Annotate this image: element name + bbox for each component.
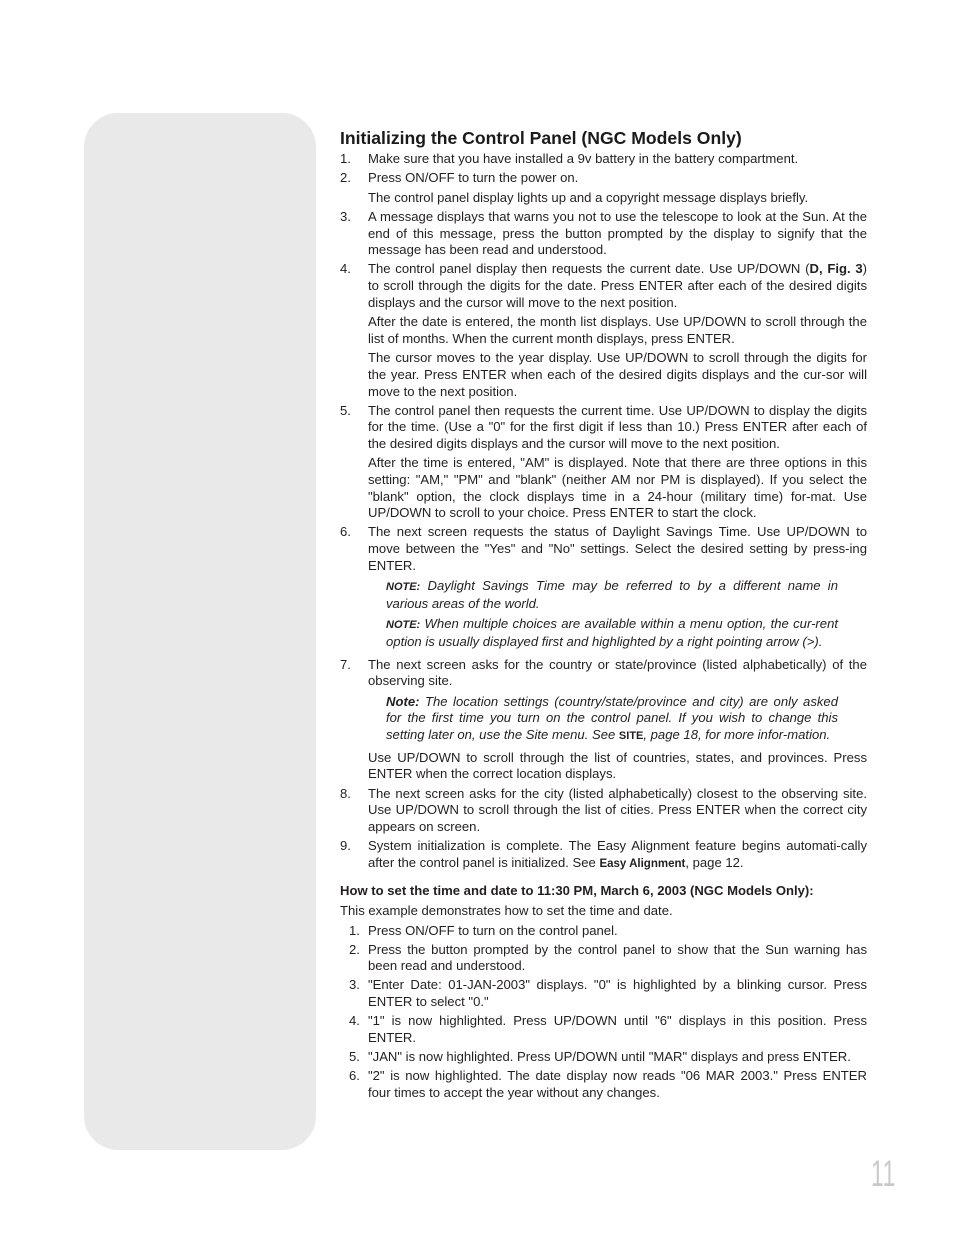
- list-number: 5.: [349, 1049, 360, 1065]
- note-text: The location settings (country/state/province and city) are only asked for the first time you turn on the control panel. If you wish to change this setting later on, use the Site menu. See: [386, 693, 838, 742]
- list-number: 4.: [349, 1013, 360, 1029]
- list-text: [368, 261, 867, 311]
- list-number: 6.: [349, 1068, 360, 1084]
- step-7-continuation: Use UP/DOWN to scroll through the list of countries, states, and provinces. Press ENTER when the correct location displays.: [368, 749, 867, 782]
- page-title: Initializing the Control Panel (NGC Models Only): [340, 128, 742, 148]
- list-text: The control panel display lights up and a copyright message displays briefly.: [368, 189, 809, 205]
- list-text: After the date is entered, the month list displays. Use UP/DOWN to scroll through the list of months. When the current month displays, press ENTER.: [368, 314, 867, 346]
- list-text: The next screen requests the status of Daylight Savings Time. Use UP/DOWN to move between the "Yes" and "No" settings. Select the desired setting by press-ing ENTER.: [368, 524, 867, 573]
- text-run: , page 12.: [685, 854, 744, 870]
- example-step: [340, 1013, 867, 1046]
- note-text: , page 18, for more infor-mation.: [643, 726, 831, 742]
- list-item: [340, 209, 867, 259]
- page-number: 11: [871, 1153, 897, 1194]
- note-text: When multiple choices are available within a menu option, the cur-rent option is usually displayed first and highlighted by a right pointing arrow (>).: [386, 616, 838, 649]
- section-heading: How to set the time and date to 11:30 PM, March 6, 2003 (NGC Models Only):: [340, 883, 814, 899]
- list-number: 1.: [349, 922, 360, 938]
- list-number: 3.: [340, 208, 351, 224]
- example-step: [340, 942, 867, 975]
- list-number: 3.: [349, 977, 360, 993]
- list-text: Press ON/OFF to turn the power on.: [368, 170, 579, 186]
- list-text: Press ON/OFF to turn on the control panel.: [368, 922, 618, 938]
- list-item: [340, 838, 867, 872]
- list-text: Press the button prompted by the control panel to show that the Sun warning has been read and understood.: [368, 941, 867, 974]
- text-run: System initialization is complete. The Easy Alignment feature begins automati-cally after the control panel is initialized. See: [368, 838, 867, 870]
- menu-reference: SITE: [618, 729, 644, 742]
- list-number: 7.: [340, 656, 351, 672]
- text-run: The control panel display then requests the current date. Use UP/DOWN (: [368, 261, 810, 277]
- list-number: 2.: [349, 941, 360, 957]
- text-run: ) to scroll through the digits for the date. Press ENTER after each of the desired digits displays and the cursor will move to the next position.: [368, 261, 867, 310]
- list-item: [340, 524, 867, 574]
- list-item: [340, 657, 867, 690]
- list-number: 1.: [340, 151, 351, 166]
- example-step: [340, 923, 867, 940]
- list-item: [340, 151, 867, 168]
- note-label: NOTE:: [386, 619, 421, 632]
- figure-reference: D, Fig. 3: [809, 261, 863, 277]
- list-text: Make sure that you have installed a 9v battery in the battery compartment.: [368, 151, 799, 166]
- section-reference: Easy Alignment: [599, 857, 686, 870]
- sidebar-panel: [84, 113, 316, 1150]
- example-step: [340, 1049, 867, 1066]
- list-number: 5.: [340, 402, 351, 418]
- list-item: [340, 170, 867, 206]
- list-text: "1" is now highlighted. Press UP/DOWN until "6" displays in this position. Press ENTER.: [368, 1013, 867, 1045]
- list-text: "JAN" is now highlighted. Press UP/DOWN until "MAR" displays and press ENTER.: [368, 1049, 851, 1065]
- list-text: The next screen asks for the city (listed alphabetically) closest to the observing site. Use UP/DOWN to scroll through the list of cities. Press ENTER when the correct city appears on screen.: [368, 785, 867, 834]
- list-text: The cursor moves to the year display. Use UP/DOWN to scroll through the digits for the year. Press ENTER when each of the desired digits displays and the cur-sor will move to the next position.: [368, 350, 867, 399]
- list-number: 8.: [340, 785, 351, 801]
- note-text: Daylight Savings Time may be referred to by a different name in various areas of the world.: [386, 578, 838, 611]
- list-text: After the time is entered, "AM" is displayed. Note that there are three options in this setting: "AM," "PM" and "blank" (neither AM nor PM is displayed). If you select the "blank" option, the clock displays time in a 24-hour (military time) for-mat. Use UP/DOWN to scroll to your choice. Press ENTER to start the clock.: [368, 455, 867, 521]
- list-text: [368, 838, 867, 872]
- list-text: A message displays that warns you not to use the telescope to look at the Sun. At the end of this message, press the button prompted by the display to signify that the message has been read and understood.: [368, 208, 867, 258]
- list-text: The control panel then requests the current time. Use UP/DOWN to display the digits for the time. (Use a "0" for the first digit if less than 10.) Press ENTER after each of the desired digits displays and the cursor will move to the next position.: [368, 402, 867, 451]
- list-text: The next screen asks for the country or state/province (listed alphabetically) of the observing site.: [368, 656, 867, 689]
- list-number: 9.: [340, 838, 351, 854]
- note-daylight-savings: [386, 578, 838, 612]
- list-number: 4.: [340, 261, 351, 277]
- main-content: [340, 127, 867, 1104]
- note-label: NOTE:: [386, 581, 421, 594]
- list-number: 6.: [340, 524, 351, 540]
- note-multiple-choices: [386, 616, 838, 650]
- list-item: [340, 261, 867, 400]
- example-step: [340, 977, 867, 1010]
- list-text: "2" is now highlighted. The date display now reads "06 MAR 2003." Press ENTER four times to accept the year without any changes.: [368, 1068, 867, 1100]
- list-item: [340, 786, 867, 836]
- section-intro: This example demonstrates how to set the time and date.: [340, 902, 673, 918]
- list-item: [340, 403, 867, 522]
- list-number: 2.: [340, 170, 351, 186]
- note-label: Note:: [386, 693, 420, 709]
- list-text: "Enter Date: 01-JAN-2003" displays. "0" is highlighted by a blinking cursor. Press ENTER to select "0.": [368, 977, 867, 1010]
- note-location-settings: [386, 694, 838, 745]
- example-step: [340, 1068, 867, 1101]
